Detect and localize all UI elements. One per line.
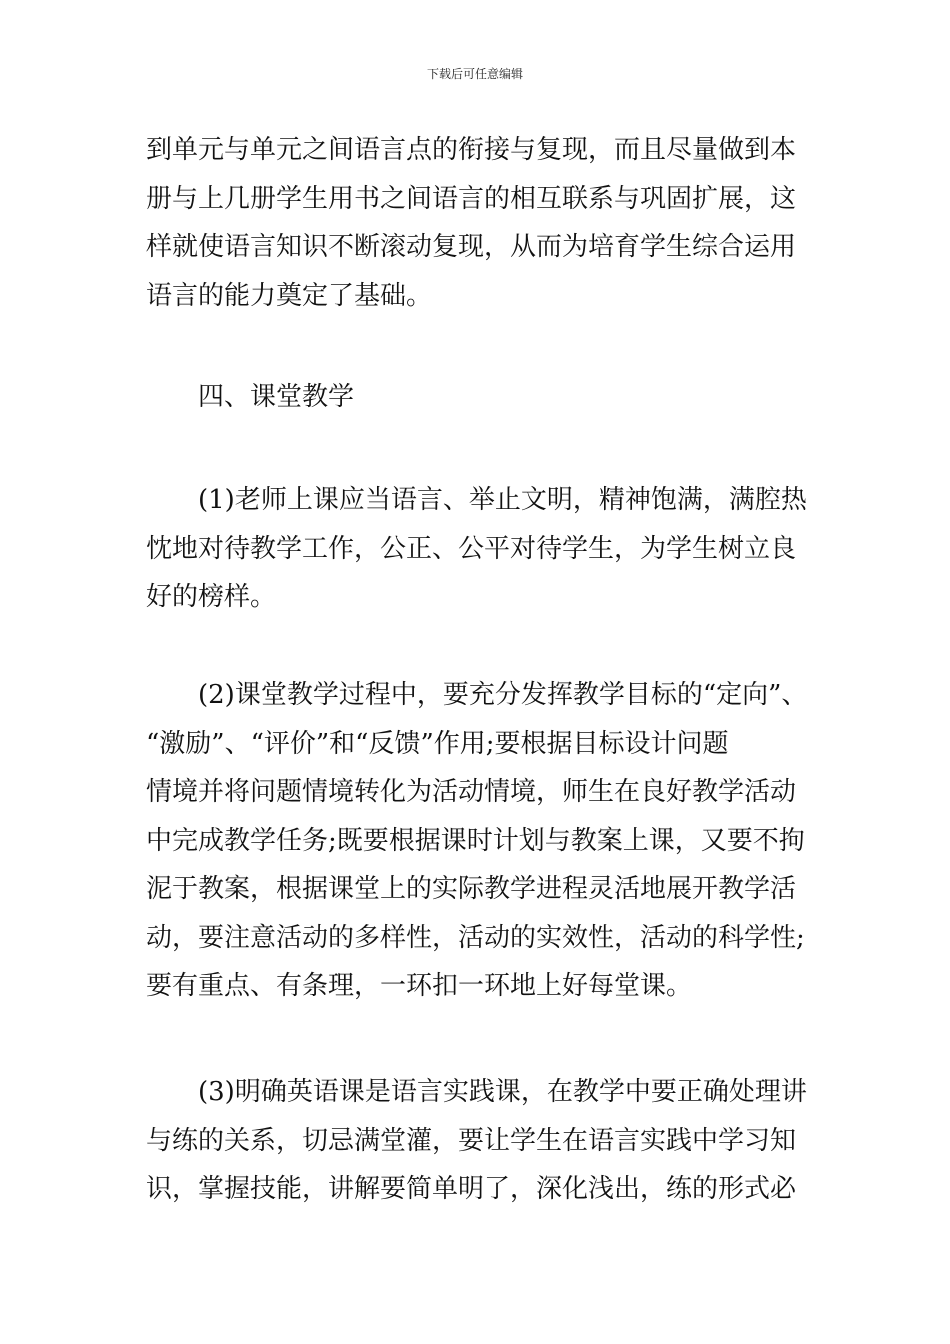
text-line: 动，要注意活动的多样性，活动的实效性，活动的科学性; bbox=[146, 922, 805, 953]
text-line: 与练的关系，切忌满堂灌，要让学生在语言实践中学习知 bbox=[146, 1125, 797, 1156]
section-heading bbox=[146, 373, 836, 422]
text-line: 中完成教学任务;既要根据课时计划与教案上课，又要不拘 bbox=[146, 825, 805, 856]
text-line: 到单元与单元之间语言点的衔接与复现，而且尽量做到本 bbox=[146, 135, 797, 165]
page-header-note: 下载后可任意编辑 bbox=[426, 67, 523, 81]
text-line: 样就使语言知识不断滚动复现，从而为培育学生综合运用 bbox=[146, 232, 797, 262]
text-line: 识，掌握技能，讲解要简单明了，深化浅出，练的形式必 bbox=[146, 1174, 797, 1204]
text-line: “激励”、“评价”和“反馈”作用;要根据目标设计问题 bbox=[146, 728, 729, 759]
text-line: 册与上几册学生用书之间语言的相互联系与巩固扩展，这 bbox=[146, 183, 797, 214]
text-line: (1)老师上课应当语言、举止文明，精神饱满，满腔热 bbox=[146, 485, 807, 515]
text-line: 情境并将问题情境转化为活动情境，师生在良好教学活动 bbox=[146, 777, 797, 807]
text-line: 忱地对待教学工作，公正、公平对待学生，为学生树立良 bbox=[146, 533, 797, 564]
text-line: (2)课堂教学过程中，要充分发挥教学目标的“定向”、 bbox=[146, 680, 808, 710]
paragraph-continuation bbox=[146, 126, 836, 320]
text-line: (3)明确英语课是语言实践课，在教学中要正确处理讲 bbox=[146, 1077, 807, 1107]
heading-line: 四、课堂教学 bbox=[146, 382, 355, 412]
paragraph-item-2 bbox=[146, 671, 836, 1011]
text-line: 要有重点、有条理，一环扣一环地上好每堂课。 bbox=[146, 971, 693, 1001]
text-line: 语言的能力奠定了基础。 bbox=[146, 280, 433, 311]
paragraph-item-3 bbox=[146, 1068, 836, 1214]
paragraph-item-1 bbox=[146, 476, 836, 622]
text-line: 好的榜样。 bbox=[146, 582, 277, 612]
text-line: 泥于教案，根据课堂上的实际教学进程灵活地展开教学活 bbox=[146, 874, 797, 904]
